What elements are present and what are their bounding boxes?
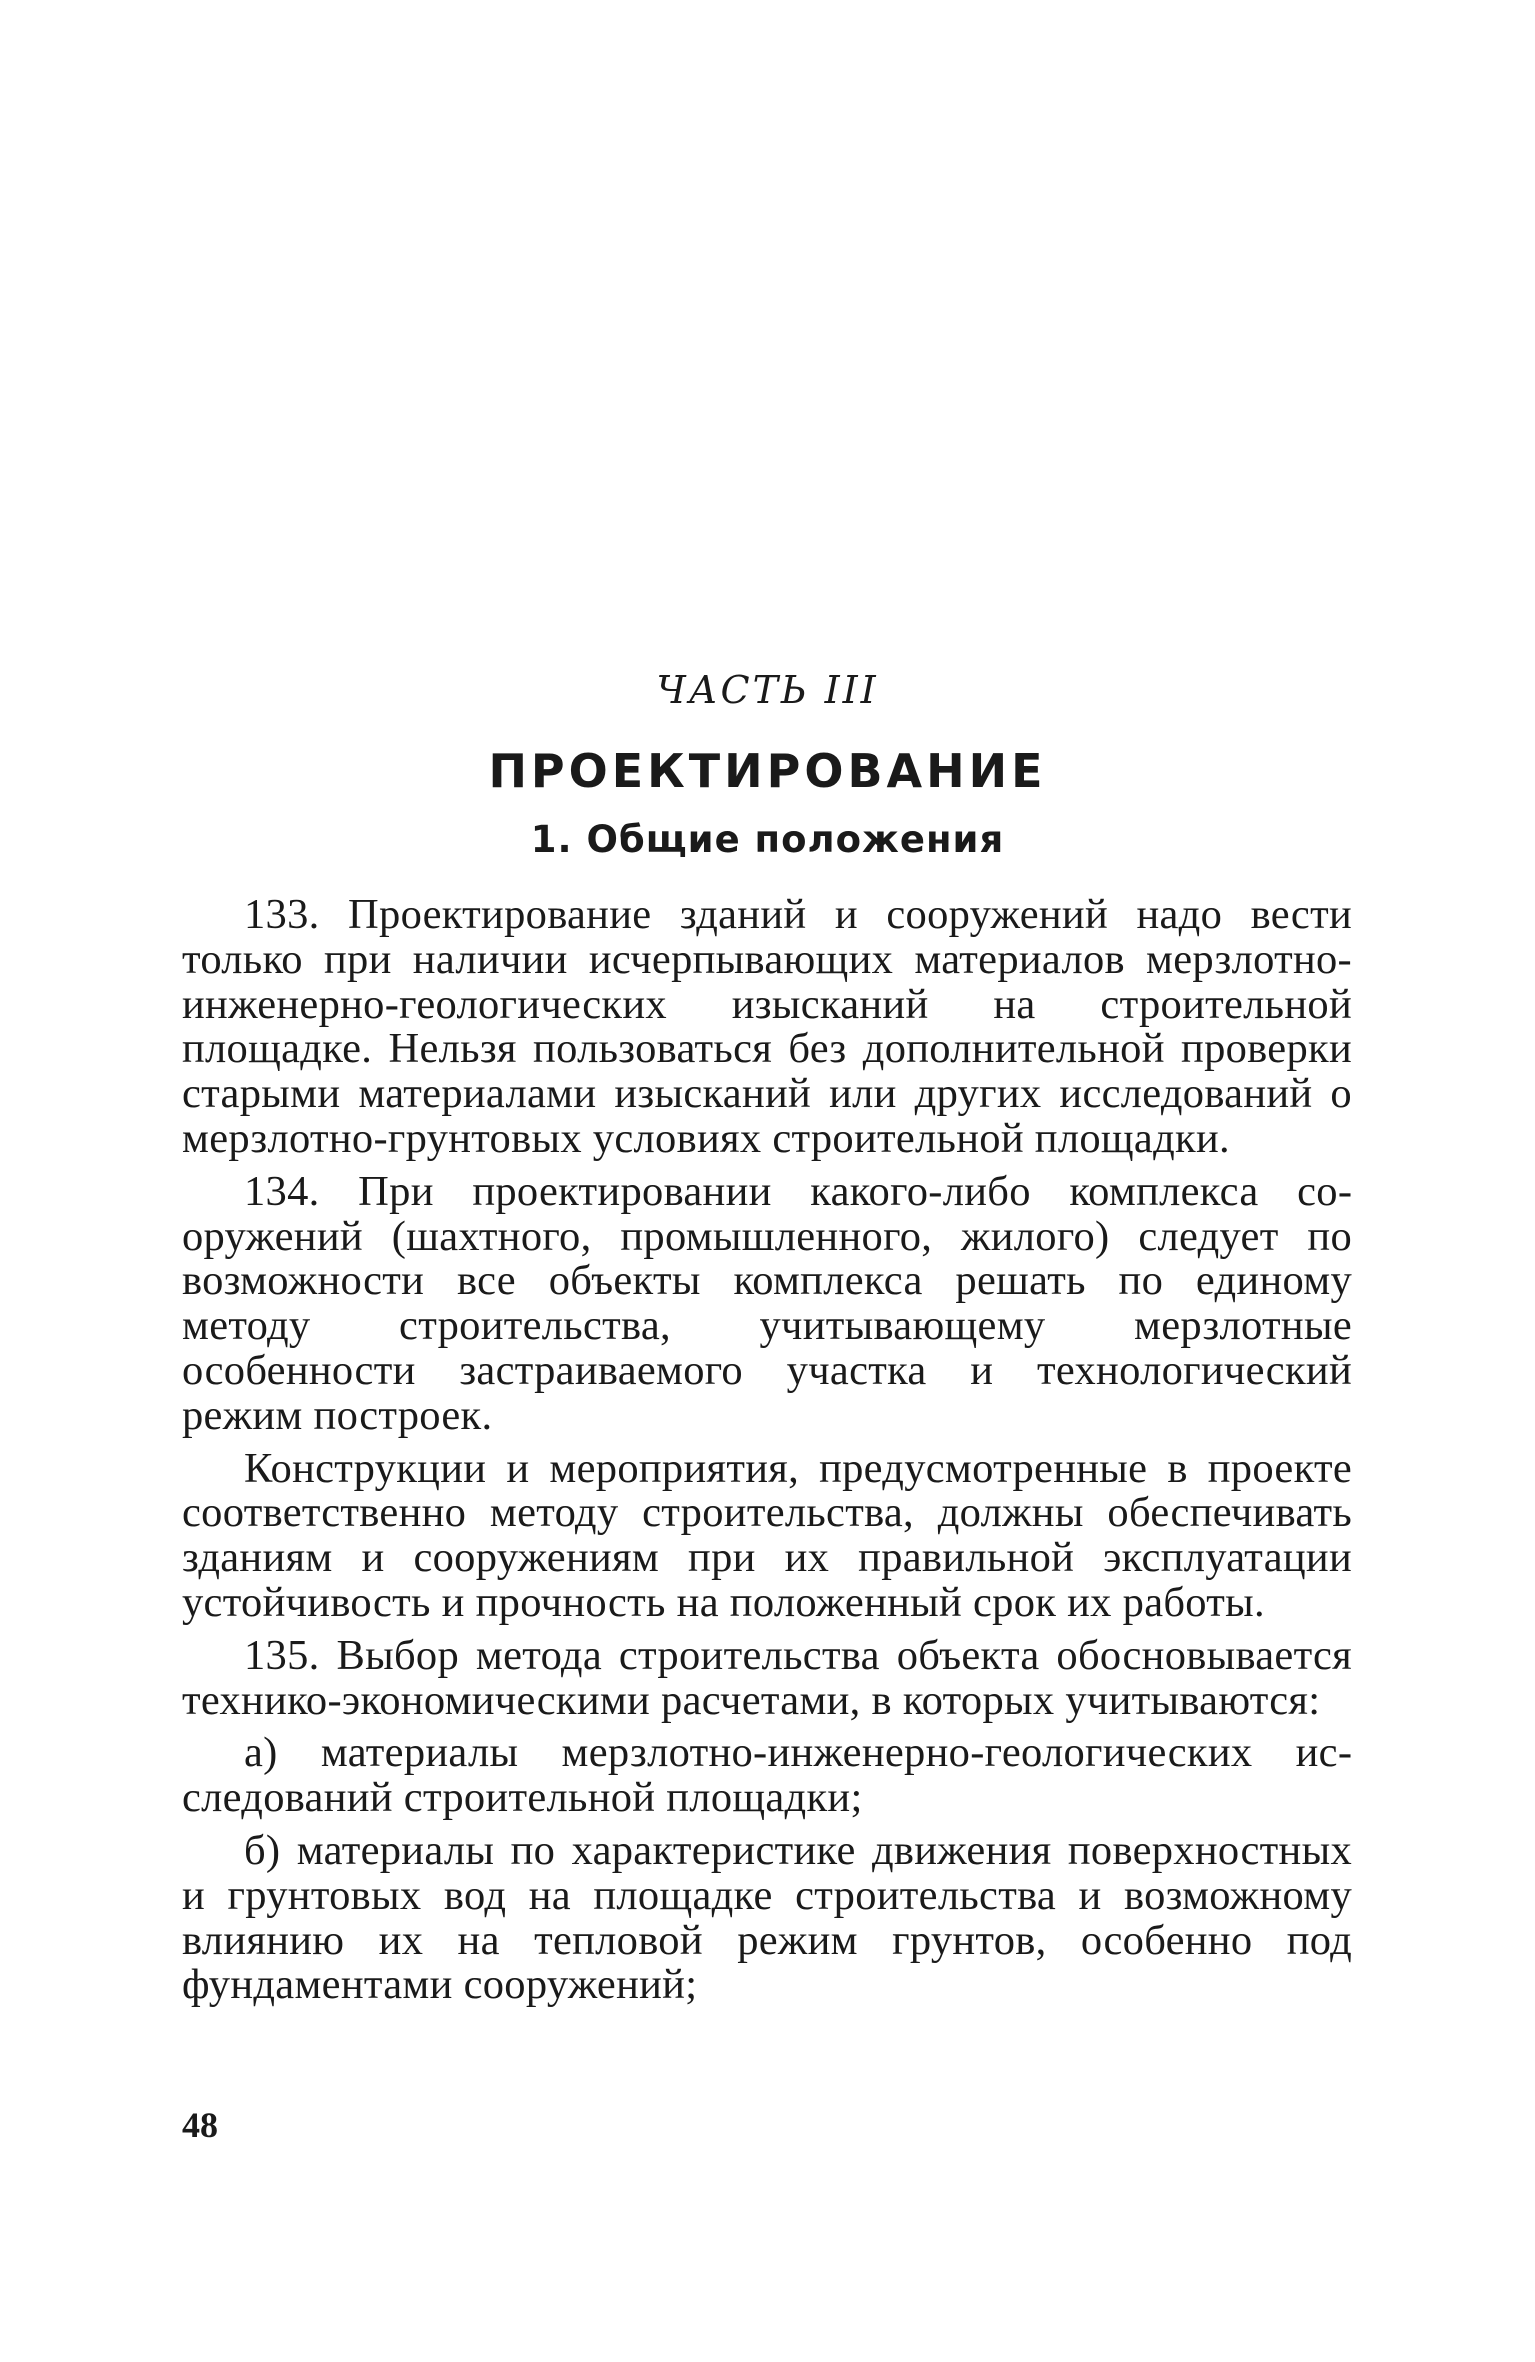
part-title: ПРОЕКТИРОВАНИЕ bbox=[488, 744, 1047, 798]
paragraph-135: 135. Выбор метода строительства объекта обосновывается технико-экономическими расчетами, в которых учитываются: bbox=[182, 1631, 1352, 1724]
list-item-b: б) материалы по характеристике движения поверхностных и грунтовых вод на площадке строительства и возможному влиянию их на тепловой режим грунтов, особенно под фундаментами сооружений; bbox=[182, 1826, 1352, 2009]
paragraph-134: 134. При проектировании какого-либо комплекса сооружений (шахтного, промышленного, жилого) следует по возможности все объекты комплекса решать по единому методу строительства, учитывающему мерзлотные особенности застраиваемого участка и технологический режим построек. bbox=[182, 1167, 1352, 1439]
page-number: 48 bbox=[182, 2105, 218, 2145]
paragraph-constructions: Конструкции и мероприятия, предусмотренные в проекте соответственно методу строительства, должны обеспечивать зданиям и сооружениям при их правильной эксплуатации устойчивость и прочность на положенный срок их работы. bbox=[182, 1444, 1352, 1626]
paragraph-133: 133. Проектирование зданий и сооружений надо вести только при наличии исчерпывающих материалов мерзлотно-инженерно-геологических изысканий на строительной площадке. Нельзя пользоваться без дополнительной проверки старыми материалами изысканий или других исследований о мерзлотно-грунтовых условиях строительной площадки. bbox=[182, 891, 1352, 1162]
section-title: 1. Общие положения bbox=[530, 818, 1005, 861]
list-item-a: а) материалы мерзлотно-инженерно-геологических исследований строительной площадки; bbox=[182, 1729, 1352, 1822]
body-text bbox=[182, 893, 1352, 2016]
part-label: ЧАСТЬ III bbox=[656, 668, 879, 712]
